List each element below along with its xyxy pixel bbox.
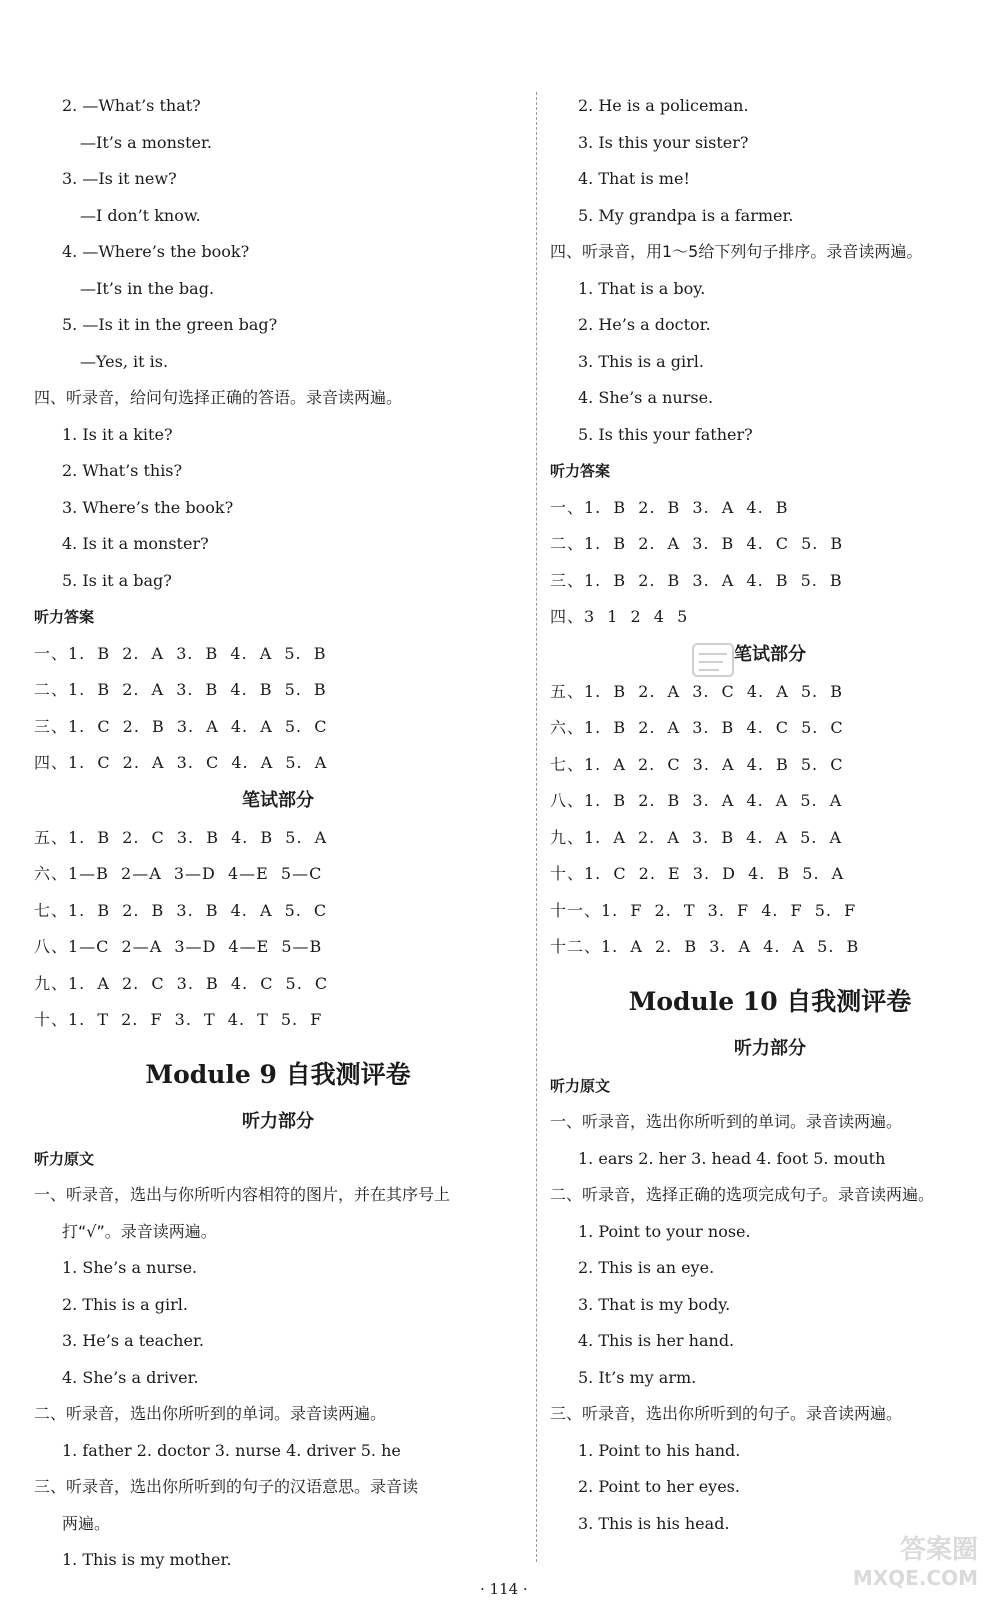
answer-row: 三、1. C 2. B 3. A 4. A 5. C: [34, 716, 328, 736]
section-2-heading: 二、听录音，选出你所听到的单词。录音读两遍。: [34, 1404, 387, 1423]
list-item: 1. Point to your nose.: [578, 1221, 751, 1241]
section-4-heading: 四、听录音，用1～5给下列句子排序。录音读两遍。: [550, 242, 923, 261]
list-item: 2. Point to her eyes.: [578, 1477, 740, 1496]
list-item: 5. My grandpa is a farmer.: [578, 205, 794, 225]
listening-part-heading: 听力部分: [242, 1110, 314, 1132]
list-item: 4. This is her hand.: [578, 1331, 735, 1350]
answer-row: 十一、1. F 2. T 3. F 4. F 5. F: [550, 900, 857, 920]
section-1-heading: 一、听录音，选出你所听到的单词。录音读两遍。: [550, 1112, 903, 1131]
answer-row: 六、1—B 2—A 3—D 4—E 5—C: [34, 864, 323, 883]
list-item: 2. He’s a doctor.: [578, 315, 711, 334]
dialogue-answer: —It’s in the bag.: [80, 278, 215, 298]
dialogue-question: 4. —Where’s the book?: [62, 242, 250, 261]
list-item: 2. This is an eye.: [578, 1258, 715, 1277]
section-1-heading-cont: 打“√”。录音读两遍。: [62, 1221, 217, 1241]
list-item: 4. She’s a driver.: [62, 1367, 199, 1387]
answer-row: 八、1—C 2—A 3—D 4—E 5—B: [34, 937, 323, 956]
listening-text-label: 听力原文: [34, 1149, 95, 1168]
list-item: 2. This is a girl.: [62, 1294, 188, 1314]
dialogue-question: 5. —Is it in the green bag?: [62, 315, 278, 334]
listening-answers-label: 听力答案: [34, 608, 95, 626]
listening-text-label: 听力原文: [550, 1076, 611, 1095]
dialogue-question: 2. —What’s that?: [62, 96, 201, 115]
answer-row: 六、1. B 2. A 3. B 4. C 5. C: [550, 718, 844, 737]
answer-row: 九、1. A 2. A 3. B 4. A 5. A: [550, 827, 843, 847]
answer-row: 三、1. B 2. B 3. A 4. B 5. B: [550, 570, 843, 590]
written-part-heading: 笔试部分: [242, 789, 314, 811]
dialogue-answer: —Yes, it is.: [80, 351, 169, 371]
dialogue-answer: —I don’t know.: [80, 205, 201, 225]
list-item: 2. What’s this?: [62, 461, 183, 480]
watermark-line1: 答案圈: [899, 1535, 978, 1565]
list-item: 3. He’s a teacher.: [62, 1331, 204, 1350]
list-item: 4. She’s a nurse.: [578, 388, 714, 407]
answer-row: 七、1. A 2. C 3. A 4. B 5. C: [550, 754, 844, 774]
answer-row: 五、1. B 2. A 3. C 4. A 5. B: [550, 681, 843, 701]
stamp-icon: [690, 640, 736, 680]
dialogue-answer: —It’s a monster.: [80, 132, 212, 152]
listening-answers-label: 听力答案: [550, 462, 611, 480]
answer-row: 十、1. C 2. E 3. D 4. B 5. A: [550, 864, 845, 883]
answer-row: 九、1. A 2. C 3. B 4. C 5. C: [34, 973, 329, 993]
list-item: 4. That is me!: [578, 169, 690, 188]
list-item: 5. It’s my arm.: [578, 1367, 697, 1387]
word-list: 1. father 2. doctor 3. nurse 4. driver 5. he: [62, 1440, 401, 1460]
answer-row: 五、1. B 2. C 3. B 4. B 5. A: [34, 827, 328, 847]
module-9-title: Module 9 自我测评卷: [145, 1059, 411, 1089]
page-number: · 114 ·: [480, 1580, 528, 1598]
answer-row: 十、1. T 2. F 3. T 4. T 5. F: [34, 1010, 323, 1029]
word-list: 1. ears 2. her 3. head 4. foot 5. mouth: [578, 1148, 886, 1168]
section-3-heading-cont: 两遍。: [62, 1513, 111, 1533]
list-item: 3. That is my body.: [578, 1294, 731, 1314]
list-item: 5. Is this your father?: [578, 424, 753, 444]
left-column: [34, 88, 522, 1579]
list-item: 3. Is this your sister?: [578, 132, 749, 152]
answer-row: 八、1. B 2. B 3. A 4. A 5. A: [550, 791, 843, 810]
list-item: 2. He is a policeman.: [578, 96, 749, 115]
column-divider: [536, 92, 537, 1562]
list-item: 4. Is it a monster?: [62, 534, 209, 553]
list-item: 1. She’s a nurse.: [62, 1258, 198, 1277]
dialogue-question: 3. —Is it new?: [62, 169, 177, 188]
answer-row: 一、1. B 2. B 3. A 4. B: [550, 497, 789, 517]
list-item: 1. That is a boy.: [578, 278, 706, 298]
watermark-line2: MXQE.COM: [852, 1566, 978, 1590]
module-10-title: Module 10 自我测评卷: [628, 986, 912, 1016]
list-item: 3. Where’s the book?: [62, 497, 234, 517]
section-1-heading: 一、听录音，选出与你所听内容相符的图片，并在其序号上: [34, 1185, 451, 1204]
answer-row: 四、3 1 2 4 5: [550, 607, 689, 626]
answer-row: 四、1. C 2. A 3. C 4. A 5. A: [34, 753, 328, 772]
section-3-heading: 三、听录音，选出你所听到的句子的汉语意思。录音读: [34, 1477, 419, 1496]
list-item: 5. Is it a bag?: [62, 570, 172, 590]
answer-row: 七、1. B 2. B 3. B 4. A 5. C: [34, 900, 328, 920]
list-item: 3. This is his head.: [578, 1513, 730, 1533]
section-3-heading: 三、听录音，选出你所听到的句子。录音读两遍。: [550, 1404, 903, 1423]
listening-part-heading: 听力部分: [734, 1037, 806, 1059]
list-item: 1. Is it a kite?: [62, 424, 173, 444]
list-item: 1. This is my mother.: [62, 1550, 232, 1569]
section-4-heading: 四、听录音，给问句选择正确的答语。录音读两遍。: [34, 388, 403, 407]
list-item: 1. Point to his hand.: [578, 1440, 741, 1460]
watermark-logo: [853, 1536, 978, 1592]
section-2-heading: 二、听录音，选择正确的选项完成句子。录音读两遍。: [550, 1185, 935, 1204]
answer-row: 二、1. B 2. A 3. B 4. B 5. B: [34, 680, 327, 699]
answer-row: 十二、1. A 2. B 3. A 4. A 5. B: [550, 937, 860, 956]
answer-row: 二、1. B 2. A 3. B 4. C 5. B: [550, 534, 844, 553]
list-item: 3. This is a girl.: [578, 351, 704, 371]
right-column: [550, 88, 990, 1542]
written-part-heading: 笔试部分: [734, 643, 806, 665]
answer-row: 一、1. B 2. A 3. B 4. A 5. B: [34, 643, 327, 663]
